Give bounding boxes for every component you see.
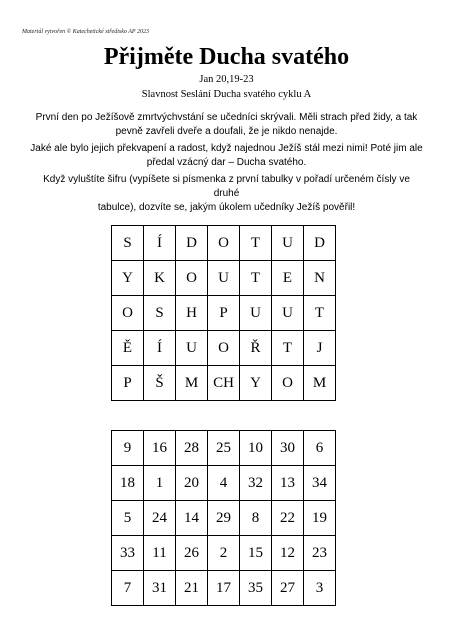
number-cell: 21 (176, 571, 208, 606)
number-cell: 9 (112, 431, 144, 466)
number-cell: 26 (176, 536, 208, 571)
letter-cell: U (176, 331, 208, 366)
number-row (112, 466, 336, 501)
number-cell: 19 (304, 501, 336, 536)
number-row (112, 501, 336, 536)
letter-cell: Ě (112, 331, 144, 366)
letter-cell: U (272, 226, 304, 261)
letter-cell: T (272, 331, 304, 366)
number-cell: 5 (112, 501, 144, 536)
paragraph-line: První den po Ježíšově zmrtvýchvstání se učedníci skrývali. Měli strach před židy, a tak (35, 112, 418, 123)
letter-cell: D (176, 226, 208, 261)
number-cell: 6 (304, 431, 336, 466)
number-cell: 14 (176, 501, 208, 536)
number-cell: 8 (240, 501, 272, 536)
number-cell: 13 (272, 466, 304, 501)
paragraph-surprise (30, 142, 423, 170)
letter-cell: Š (144, 366, 176, 401)
letter-cell: J (304, 331, 336, 366)
number-cell: 1 (144, 466, 176, 501)
number-cell: 12 (272, 536, 304, 571)
paragraph-intro (30, 111, 423, 139)
letter-cell: U (272, 296, 304, 331)
letter-cell: O (208, 226, 240, 261)
letter-cell: T (240, 261, 272, 296)
number-cell: 30 (272, 431, 304, 466)
letter-cell: O (176, 261, 208, 296)
number-cell: 25 (208, 431, 240, 466)
letter-row (112, 366, 336, 401)
paragraph-line: tabulce), dozvíte se, jakým úkolem učedníky Ježíš pověřil! (97, 202, 356, 213)
letter-row (112, 331, 336, 366)
letter-cell: CH (208, 366, 240, 401)
paragraph-line: Jaké ale bylo jejich překvapení a radost, když najednou Ježíš stál mezi nimi! Poté jim ale (30, 143, 423, 154)
letter-cell: U (208, 261, 240, 296)
paragraph-line: pevně zavřeli dveře a doufali, že je nikdo nenajde. (115, 126, 338, 137)
number-cell: 3 (304, 571, 336, 606)
letter-cell: D (304, 226, 336, 261)
letter-cell: M (304, 366, 336, 401)
page-subtitle: Slavnost Seslání Ducha svatého cyklu A (141, 89, 312, 100)
letter-cell: Ř (240, 331, 272, 366)
letter-cell: O (112, 296, 144, 331)
letter-row (112, 296, 336, 331)
number-cell: 31 (144, 571, 176, 606)
paragraph-line: Když vyluštíte šifru (vypíšete si písmenka z první tabulky v pořadí určeném čísly ve druhé (43, 174, 410, 199)
letter-cell: Y (240, 366, 272, 401)
letter-cell: Í (144, 226, 176, 261)
number-cell: 33 (112, 536, 144, 571)
letter-row (112, 261, 336, 296)
letter-cell: Y (112, 261, 144, 296)
letter-cell: S (144, 296, 176, 331)
source-note: Materiál vytvořen © Katechetické středisko AP 2023 (22, 29, 149, 35)
number-row (112, 571, 336, 606)
number-cell: 2 (208, 536, 240, 571)
number-cell: 24 (144, 501, 176, 536)
bible-reference: Jan 20,19-23 (199, 74, 254, 85)
number-cell: 27 (272, 571, 304, 606)
number-cell: 28 (176, 431, 208, 466)
number-cell: 18 (112, 466, 144, 501)
letter-cell: O (272, 366, 304, 401)
number-cell: 11 (144, 536, 176, 571)
number-cell: 16 (144, 431, 176, 466)
letter-cell: P (112, 366, 144, 401)
letter-cell: M (176, 366, 208, 401)
letter-cell: E (272, 261, 304, 296)
number-cell: 32 (240, 466, 272, 501)
letter-cell: H (176, 296, 208, 331)
paragraph-instructions (30, 173, 423, 215)
letter-cell: O (208, 331, 240, 366)
letter-cell: P (208, 296, 240, 331)
number-cell: 4 (208, 466, 240, 501)
letter-cell: S (112, 226, 144, 261)
letter-cell: N (304, 261, 336, 296)
number-cell: 35 (240, 571, 272, 606)
number-cell: 34 (304, 466, 336, 501)
number-row (112, 536, 336, 571)
page-title: Přijměte Ducha svatého (103, 44, 350, 70)
letter-cell: T (304, 296, 336, 331)
letter-cell: K (144, 261, 176, 296)
letter-cell: T (240, 226, 272, 261)
letter-cell: U (240, 296, 272, 331)
letter-grid (111, 225, 336, 401)
number-cell: 29 (208, 501, 240, 536)
paragraph-line: předal vzácný dar – Ducha svatého. (146, 157, 307, 168)
letter-cell: Í (144, 331, 176, 366)
number-cell: 22 (272, 501, 304, 536)
letter-row (112, 226, 336, 261)
number-cell: 7 (112, 571, 144, 606)
number-cell: 15 (240, 536, 272, 571)
number-grid (111, 430, 336, 606)
number-cell: 20 (176, 466, 208, 501)
number-row (112, 431, 336, 466)
number-cell: 23 (304, 536, 336, 571)
number-cell: 10 (240, 431, 272, 466)
number-cell: 17 (208, 571, 240, 606)
